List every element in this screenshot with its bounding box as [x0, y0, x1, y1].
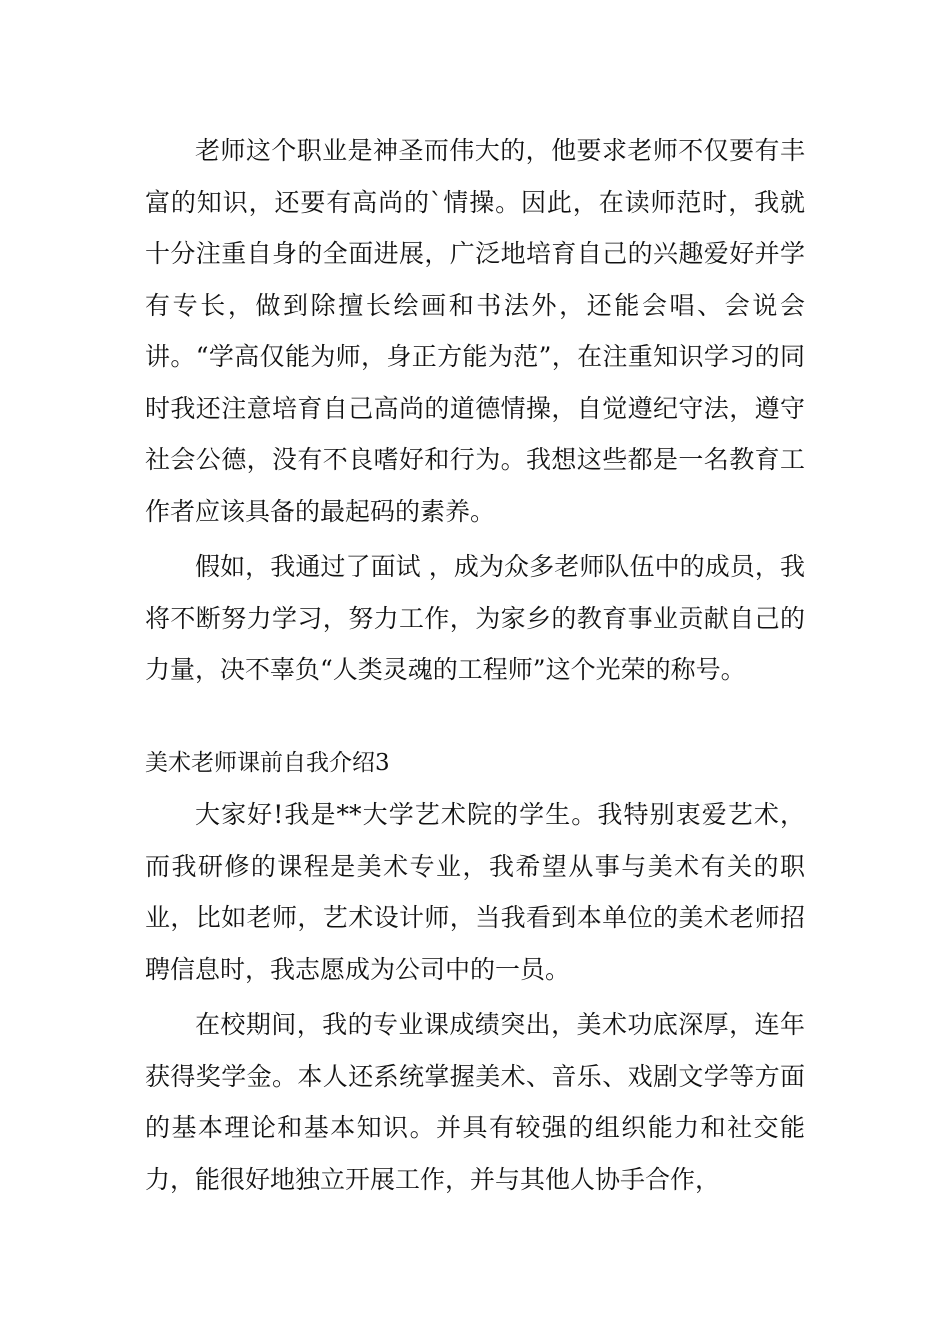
paragraph-self-introduction: 大家好!我是**大学艺术院的学生。我特别衷爱艺术，而我研修的课程是美术专业，我希望从事与美术有关的职业，比如老师，艺术设计师，当我看到本单位的美术老师招聘信息时，我志愿成为公司中的一员。 [145, 800, 805, 984]
document-body [145, 125, 805, 1205]
section-spacer [145, 696, 805, 738]
paragraph-interview-pledge: 假如，我通过了面试 ，成为众多老师队伍中的成员，我将不断努力学习，努力工作，为家乡的教育事业贡献自己的力量，决不辜负“人类灵魂的工程师”这个光荣的称号。 [145, 552, 805, 684]
section-heading: 美术老师课前自我介绍3 [145, 749, 390, 776]
paragraph-teacher-profession: 老师这个职业是神圣而伟大的，他要求老师不仅要有丰富的知识，还要有高尚的`情操。因此，在读师范时，我就十分注重自身的全面进展，广泛地培育自己的兴趣爱好并学有专长，做到除擅长绘画和书法外，还能会唱、会说会讲。“学高仅能为师，身正方能为范”，在注重知识学习的同时我还注意培育自己高尚的道德情操，自觉遵纪守法，遵守社会公德，没有不良嗜好和行为。我想这些都是一名教育工作者应该具备的最起码的素养。 [145, 136, 805, 526]
paragraph-school-achievements: 在校期间，我的专业课成绩突出，美术功底深厚，连年获得奖学金。本人还系统掌握美术、音乐、戏剧文学等方面的基本理论和基本知识。并具有较强的组织能力和社交能力，能很好地独立开展工作，并与其他人协手合作， [145, 1010, 805, 1194]
